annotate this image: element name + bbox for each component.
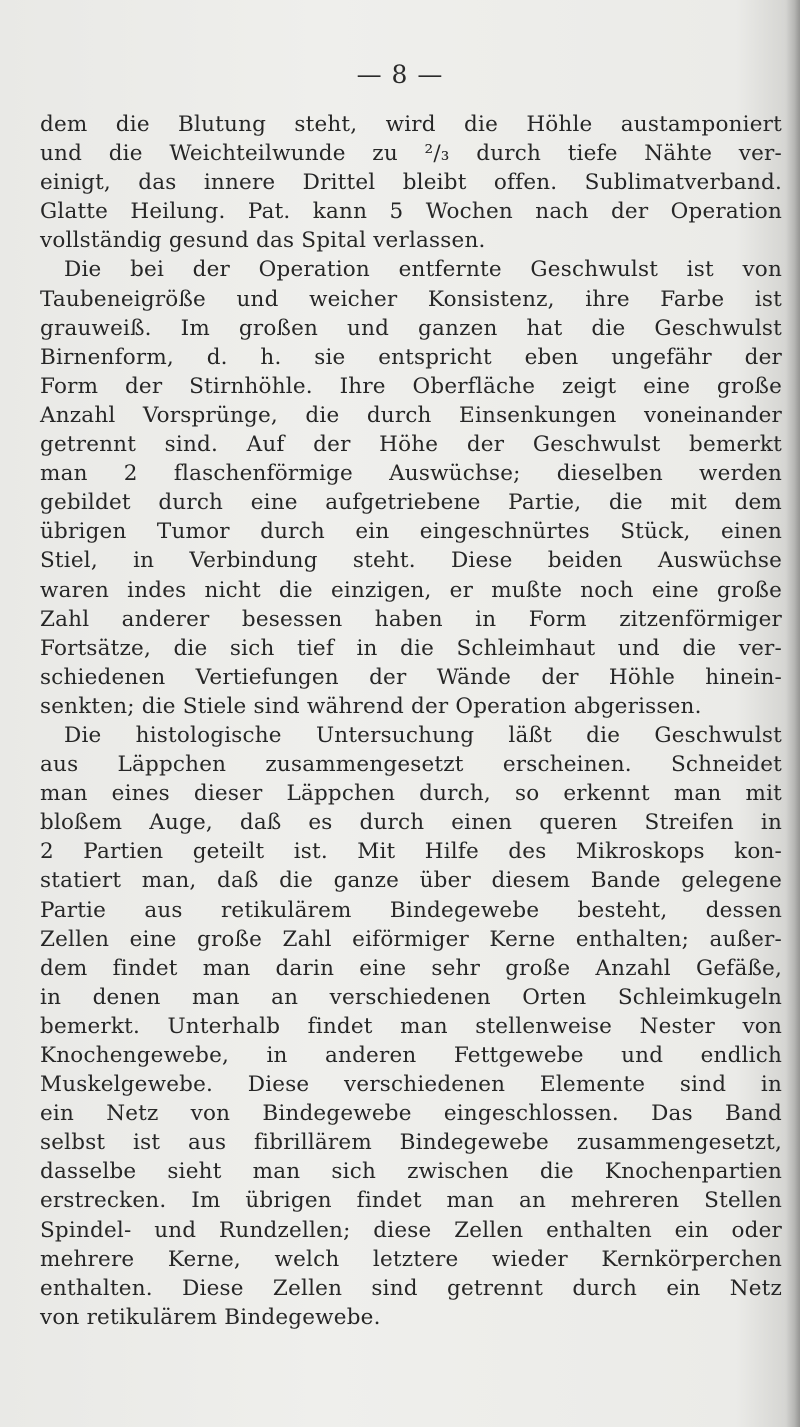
text-line: Fortsätze, die sich tief in die Schleimhaut und die ver- [40, 635, 782, 661]
text-line: man 2 flaschenförmige Auswüchse; dieselben werden [40, 461, 782, 487]
text-line: Zellen eine große Zahl eiförmiger Kerne enthalten; außer- [40, 926, 782, 952]
text-line: Birnenform, d. h. sie entspricht eben ungefähr der [40, 344, 782, 370]
text-line: Partie aus retikulärem Bindegewebe besteht, dessen [40, 897, 782, 923]
text-line: mehrere Kerne, welch letztere wieder Kernkörperchen [40, 1246, 782, 1272]
text-line: schiedenen Vertiefungen der Wände der Höhle hinein- [40, 664, 782, 690]
text-line: Zahl anderer besessen haben in Form zitzenförmiger [40, 606, 782, 632]
text-line: in denen man an verschiedenen Orten Schleimkugeln [40, 984, 782, 1010]
text-line: selbst ist aus fibrillärem Bindegewebe zusammengesetzt, [40, 1130, 782, 1156]
text-line: vollständig gesund das Spital verlassen. [40, 228, 486, 254]
text-line: 2 Partien geteilt ist. Mit Hilfe des Mikroskops kon- [40, 839, 782, 865]
text-line: Anzahl Vorsprünge, die durch Einsenkungen voneinander [40, 402, 782, 428]
text-line: getrennt sind. Auf der Höhe der Geschwulst bemerkt [40, 432, 782, 458]
text-line: aus Läppchen zusammengesetzt erscheinen. Schneidet [40, 752, 782, 778]
text-line: enthalten. Diese Zellen sind getrennt durch ein Netz [40, 1275, 782, 1301]
page-number: — 8 — [356, 60, 444, 89]
text-line: und die Weichteilwunde zu ²/₃ durch tiefe Nähte ver- [40, 141, 782, 167]
text-line: Form der Stirnhöhle. Ihre Oberfläche zeigt eine große [40, 373, 782, 399]
text-line: dasselbe sieht man sich zwischen die Knochenpartien [40, 1159, 782, 1185]
text-line: Stiel, in Verbindung steht. Diese beiden Auswüchse [40, 548, 782, 574]
text-line: dem findet man darin eine sehr große Anzahl Gefäße, [40, 955, 782, 981]
text-line: Muskelgewebe. Diese verschiedenen Elemente sind in [40, 1072, 782, 1098]
text-line: bemerkt. Unterhalb findet man stellenweise Nester von [40, 1013, 782, 1039]
text-line: ein Netz von Bindegewebe eingeschlossen. Das Band [40, 1101, 782, 1127]
text-line: von retikulärem Bindegewebe. [40, 1304, 381, 1330]
text-line: gebildet durch eine aufgetriebene Partie, die mit dem [40, 490, 782, 516]
text-line: man eines dieser Läppchen durch, so erkennt man mit [40, 781, 782, 807]
text-line: erstrecken. Im übrigen findet man an mehreren Stellen [40, 1188, 782, 1214]
text-line: übrigen Tumor durch ein eingeschnürtes Stück, einen [40, 519, 782, 545]
text-line: Taubeneigröße und weicher Konsistenz, ihre Farbe ist [40, 286, 782, 312]
text-line: Spindel- und Rundzellen; diese Zellen enthalten ein oder [40, 1217, 782, 1243]
page-edge-shadow [786, 0, 800, 1427]
text-line: Die bei der Operation entfernte Geschwulst ist von [64, 257, 782, 283]
text-line: waren indes nicht die einzigen, er mußte noch eine große [40, 577, 782, 603]
text-line: grauweiß. Im großen und ganzen hat die Geschwulst [40, 315, 782, 341]
text-line: einigt, das innere Drittel bleibt offen. Sublimatverband. [40, 170, 782, 196]
text-line: Glatte Heilung. Pat. kann 5 Wochen nach der Operation [40, 199, 782, 225]
body-text [40, 110, 782, 1332]
text-line: bloßem Auge, daß es durch einen queren Streifen in [40, 810, 782, 836]
text-line: senkten; die Stiele sind während der Operation abgerissen. [40, 693, 702, 719]
text-line: Die histologische Untersuchung läßt die Geschwulst [64, 722, 782, 748]
text-line: dem die Blutung steht, wird die Höhle austamponiert [40, 112, 782, 137]
text-line: Knochengewebe, in anderen Fettgewebe und endlich [40, 1043, 782, 1068]
text-line: statiert man, daß die ganze über diesem Bande gelegene [40, 868, 782, 894]
